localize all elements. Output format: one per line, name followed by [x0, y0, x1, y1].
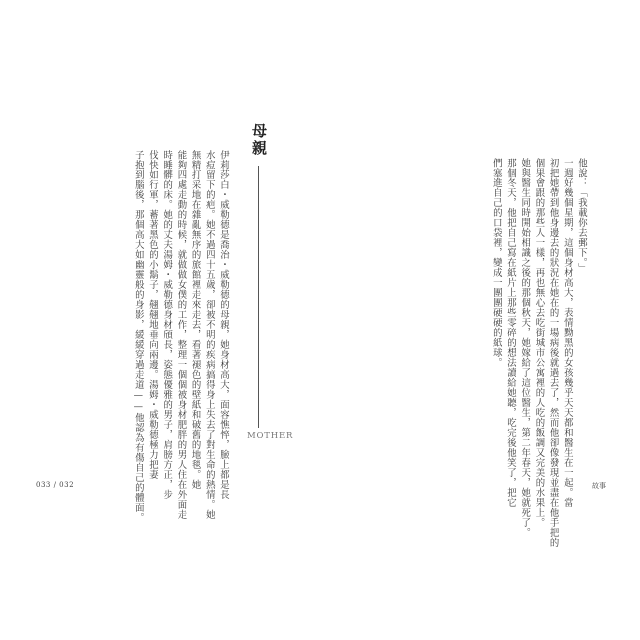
text-column: 初把她帶到他身邊去的狀況在她在的一場病後就過去了，然而他卻像發現並盡在他手把的	[547, 158, 559, 548]
text-column: 時睡髒的床。她的丈夫湯姆・威勒德身材頎長，姿態優雅的男子，肩膀方正，步	[161, 150, 173, 500]
text-column: 個果會跟的那些人一樣，再也無心去吃街城市公寓裡的人吃的飯調又完美的水果上。	[533, 158, 545, 528]
text-column: 無精打采地在雜亂無序的旅館裡走來走去，看著褪色的壁紙和破舊的地毯。她	[189, 150, 201, 490]
right-page-body	[489, 158, 588, 548]
text-column: 們塞進自己的口袋裡，變成一團團硬硬的紙球。	[490, 158, 502, 368]
text-column: 那個冬天，他把自己寫在紙片上那些零碎的想法讀給她聽，吃完後他笑了，把它	[504, 158, 516, 508]
chapter-title: 母親	[250, 123, 268, 157]
book-spread	[22, 123, 618, 548]
page-number-left: 033 / 032	[36, 481, 75, 489]
text-column: 他說：「我載你去郵下。」	[576, 158, 587, 274]
text-column: 子抱到腦後，那個高大如幽靈般的身影，緩緩穿過走道——他認為有傷自己的體面。	[132, 150, 144, 523]
left-page-body	[131, 150, 230, 523]
text-column: 伊莉莎白・威勒德是喬治・威勒德的母親，她身材高大，面容憔悴，臉上都是長	[218, 150, 229, 500]
text-column: 能夠四處走動的時候，就做做女僕的工作，整理一個個被身材肥胖的男人住在外面走	[175, 150, 187, 520]
text-column: 她與醫生同時開始相識之後的那個秋天，她嫁給了這位醫生，第二年春天，她就死了。	[519, 158, 531, 538]
running-footer-right: 故事	[592, 482, 606, 490]
text-column: 一週好幾個星期，這個身材高大，表情黝黑的女孩幾乎天天都和醫生在一起。當	[561, 158, 573, 508]
text-column: 伐快如行軍，蓄著黑色的小鬍子，翹翹地垂向兩邊。湯姆・威勒德極力把妻	[146, 150, 158, 480]
text-column: 水痘留下的疤。她不過四十五歲，卻被不明的疾病搞得身上失去了對生命的熱情。她	[203, 150, 215, 520]
divider-line	[258, 166, 259, 428]
english-chapter-title: MOTHER	[247, 431, 294, 441]
